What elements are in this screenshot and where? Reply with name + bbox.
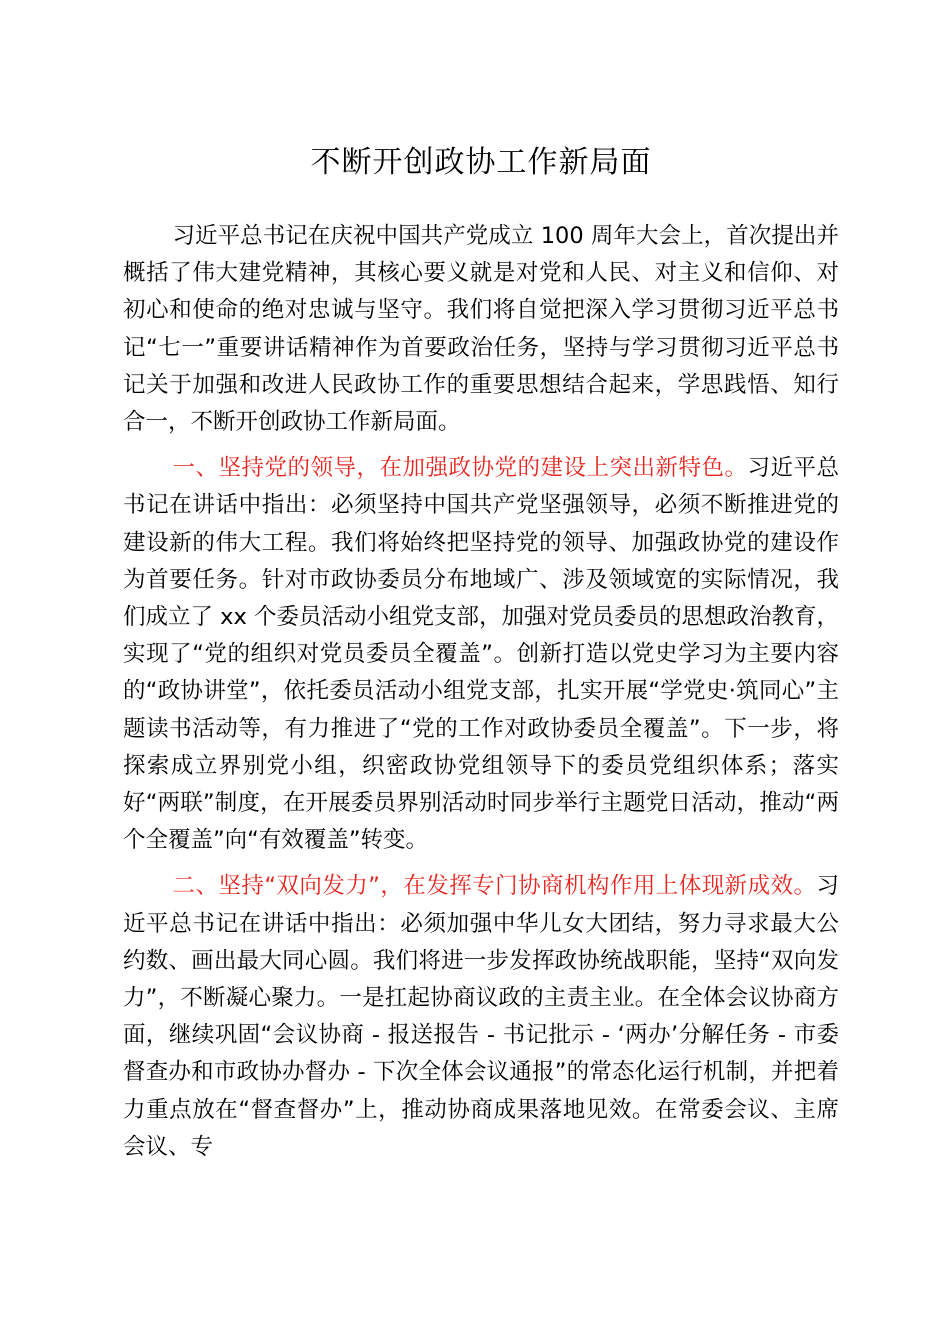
section-1-body: 习近平总书记在讲话中指出：必须坚持中国共产党坚强领导，必须不断推进党的建设新的伟大工程。我们将始终把坚持党的领导、加强政协党的建设作为首要任务。针对市政协委员分布地域广、涉及领域宽的实际情况，我们成立了 xx 个委员活动小组党支部，加强对党员委员的思想政治教育，实现了“党的组织对党员委员全覆盖”。创新打造以党史学习为主要内容的“政协讲堂”，依托委员活动小组党支部，扎实开展“学党史·筑同心”主题读书活动等，有力推进了“党的工作对政协委员全覆盖”。下一步，将探索成立界别党小组，织密政协党组领导下的委员党组织体系；落实好“两联”制度，在开展委员界别活动时同步举行主题党日活动，推动“两个全覆盖”向“有效覆盖”转变。 xyxy=(123,455,839,854)
document-page xyxy=(123,138,839,1175)
section-1-paragraph xyxy=(123,450,839,859)
section-2-body: 习近平总书记在讲话中指出：必须加强中华儿女大团结，努力寻求最大公约数、画出最大同心圆。我们将进一步发挥政协统战职能，坚持“双向发力”，不断凝心聚力。一是扛起协商议政的主责主业。在全体会议协商方面，继续巩固“会议协商 - 报送报告 - 书记批示 - ‘两办’分解任务 - 市委督查办和市政协办督办 - 下次全体会议通报”的常态化运行机制，并把着力重点放在“督查督办”上，推动协商成果落地见效。在常委会议、主席会议、专 xyxy=(123,873,839,1160)
document-title: 不断开创政协工作新局面 xyxy=(310,145,652,180)
section-2-heading: 二、坚持“双向发力”，在发挥专门协商机构作用上体现新成效。 xyxy=(172,873,817,900)
section-2-paragraph xyxy=(123,868,839,1166)
section-1-heading: 一、坚持党的领导，在加强政协党的建设上突出新特色。 xyxy=(172,455,748,482)
intro-paragraph: 习近平总书记在庆祝中国共产党成立 100 周年大会上，首次提出并概括了伟大建党精神，其核心要义就是对党和人民、对主义和信仰、对初心和使命的绝对忠诚与坚守。我们将自觉把深入学习贯彻习近平总书记“七一”重要讲话精神作为首要政治任务，坚持与学习贯彻习近平总书记关于加强和改进人民政协工作的重要思想结合起来，学思践悟、知行合一，不断开创政协工作新局面。 xyxy=(123,223,839,436)
